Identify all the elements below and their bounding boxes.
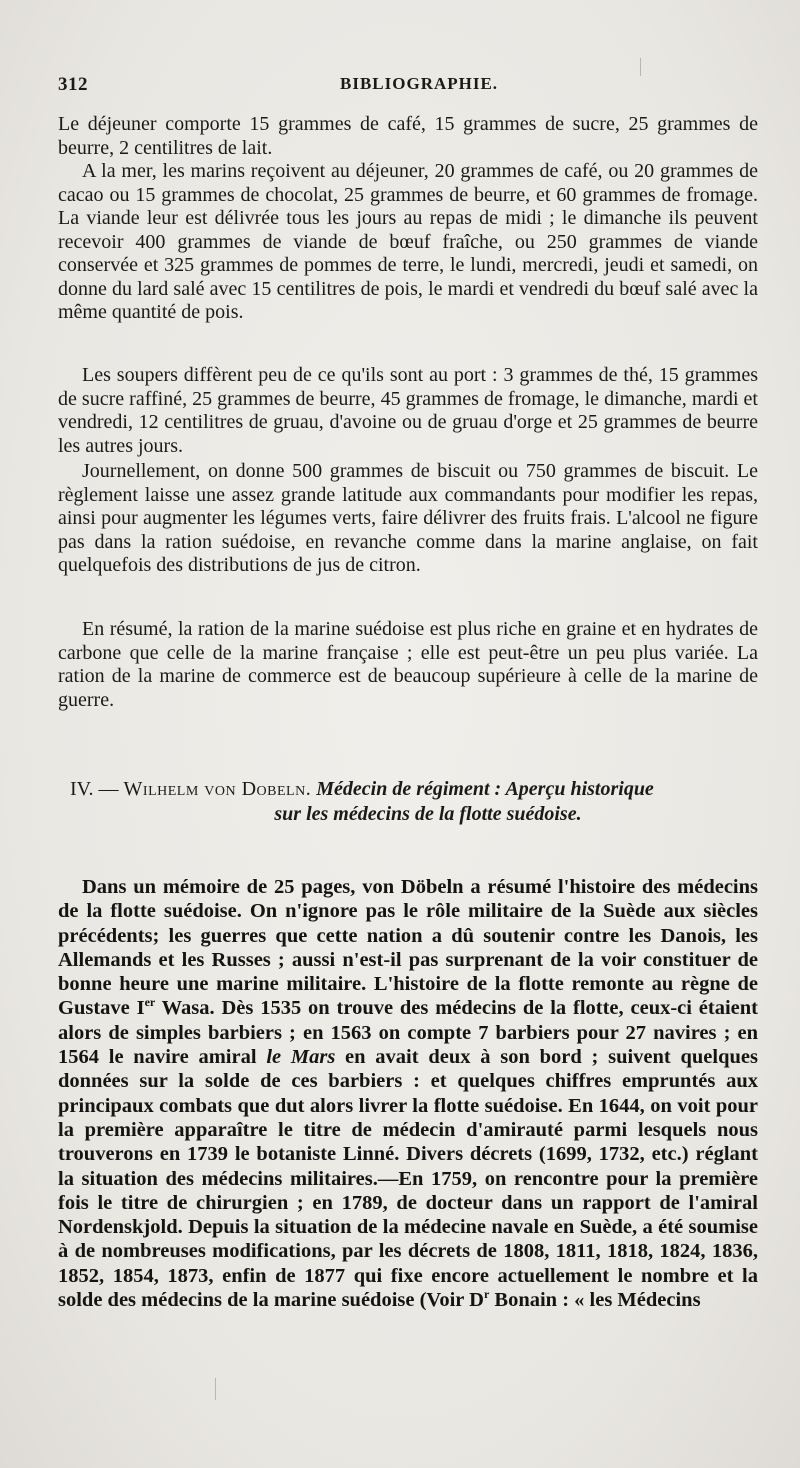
section-heading xyxy=(58,777,758,827)
history-text-2: Wasa. Dès 1535 on trouve des médecins de la flotte, ceux-ci étaient alors de simples barbiers ; en 1563 on compte 7 barbiers pour 27 navires ; en 1564 le navire amiral xyxy=(58,997,758,1069)
page-number: 312 xyxy=(58,74,88,95)
section-author: Wilhelm von Dobeln. xyxy=(123,778,312,800)
scan-mark-right xyxy=(640,58,641,76)
section-title-line1: Médecin de régiment : Aperçu historique xyxy=(316,778,654,800)
daily-block xyxy=(58,460,758,578)
summary-block xyxy=(58,618,758,712)
section-title-line2: sur les médecins de la flotte suédoise. xyxy=(274,803,582,825)
suppers-block xyxy=(58,364,758,458)
superscript-er: er xyxy=(144,995,156,1010)
history-text-3: en avait deux à son bord ; suivent quelques données sur la solde de ces barbiers : et quelques chiffres empruntés aux principaux combats que dut alors livrer la flotte suédoise. En 1644, on voit pour la première apparaître le titre de médecin d'amirauté parmi lesquels nous trouverons en 1739 le botaniste Linné. Divers décrets (1699, 1732, etc.) réglant la situation des médecins militaires.—En 1759, on rencontre pour la première fois le titre de chirurgien ; en 1789, de docteur dans un rapport de l'amiral Nordenskjold. Depuis la situation de la médecine navale en Suède, a été soumise à de nombreuses modifications, par les décrets de 1808, 1811, 1818, 1824, 1836, 1852, 1854, 1873, enfin de 1877 qui fixe encore actuellement le nombre et la solde des médecins de la marine suédoise (Voir D xyxy=(58,1046,758,1312)
ration-paragraphs xyxy=(58,113,758,325)
paragraph-suppers: Les soupers diffèrent peu de ce qu'ils sont au port : 3 grammes de thé, 15 grammes de sucre raffiné, 25 grammes de beurre, 45 grammes de fromage, le dimanche, mardi et vendredi, 12 centilitres de gruau, d'avoine ou de gruau d'orge et 25 grammes de beurre les autres jours. xyxy=(58,364,758,457)
paragraph-summary: En résumé, la ration de la marine suédoise est plus riche en graine et en hydrates de carbone que celle de la marine française ; elle est peut-être un peu plus variée. La ration de la marine de commerce est de beaucoup supérieure à celle de la marine de guerre. xyxy=(58,618,758,711)
scan-mark-bottom xyxy=(215,1378,216,1400)
section-numeral: IV. — xyxy=(70,778,119,800)
history-text-1: Dans un mémoire de 25 pages, von Döbeln a résumé l'histoire des médecins de la flotte suédoise. On n'ignore pas le rôle militaire de la Suède aux siècles précédents; les guerres que cette nation a dû soutenir contre les Danois, les Allemands et les Russes ; aussi n'est-il pas surprenant de la voir constituer de bonne heure une marine militaire. L'histoire de la flotte remonte au règne de Gustave I xyxy=(58,876,758,1020)
history-block xyxy=(58,875,758,1312)
running-head: BIBLIOGRAPHIE. xyxy=(340,74,499,93)
paragraph-daily: Journellement, on donne 500 grammes de biscuit ou 750 grammes de biscuit. Le règlement laisse une assez grande latitude aux commandants pour modifier les repas, ainsi pour augmenter les légumes verts, faire délivrer des fruits frais. L'alcool ne figure pas dans la ration suédoise, en revanche comme dans la marine anglaise, on fait quelquefois des distributions de jus de citron. xyxy=(58,460,758,576)
ship-name: le Mars xyxy=(266,1046,336,1069)
history-text-4: Bonain : « les Médecins xyxy=(489,1289,701,1312)
page-header xyxy=(58,74,758,102)
paragraph-at-sea: A la mer, les marins reçoivent au déjeuner, 20 grammes de café, ou 20 grammes de cacao ou 15 grammes de chocolat, 25 grammes de beurre, et 60 grammes de fromage. La viande leur est délivrée tous les jours au repas de midi ; le dimanche ils peuvent recevoir 400 grammes de viande de bœuf fraîche, ou 250 grammes de viande conservée et 325 grammes de pommes de terre, le lundi, mercredi, jeudi et samedi, on donne du lard salé avec 15 centilitres de pois, le mardi et vendredi du bœuf salé avec la même quantité de pois. xyxy=(58,160,758,323)
paragraph-history xyxy=(58,875,758,1312)
paragraph-breakfast: Le déjeuner comporte 15 grammes de café, 15 grammes de sucre, 25 grammes de beurre, 2 centilitres de lait. xyxy=(58,113,758,159)
superscript-r: r xyxy=(483,1287,490,1302)
